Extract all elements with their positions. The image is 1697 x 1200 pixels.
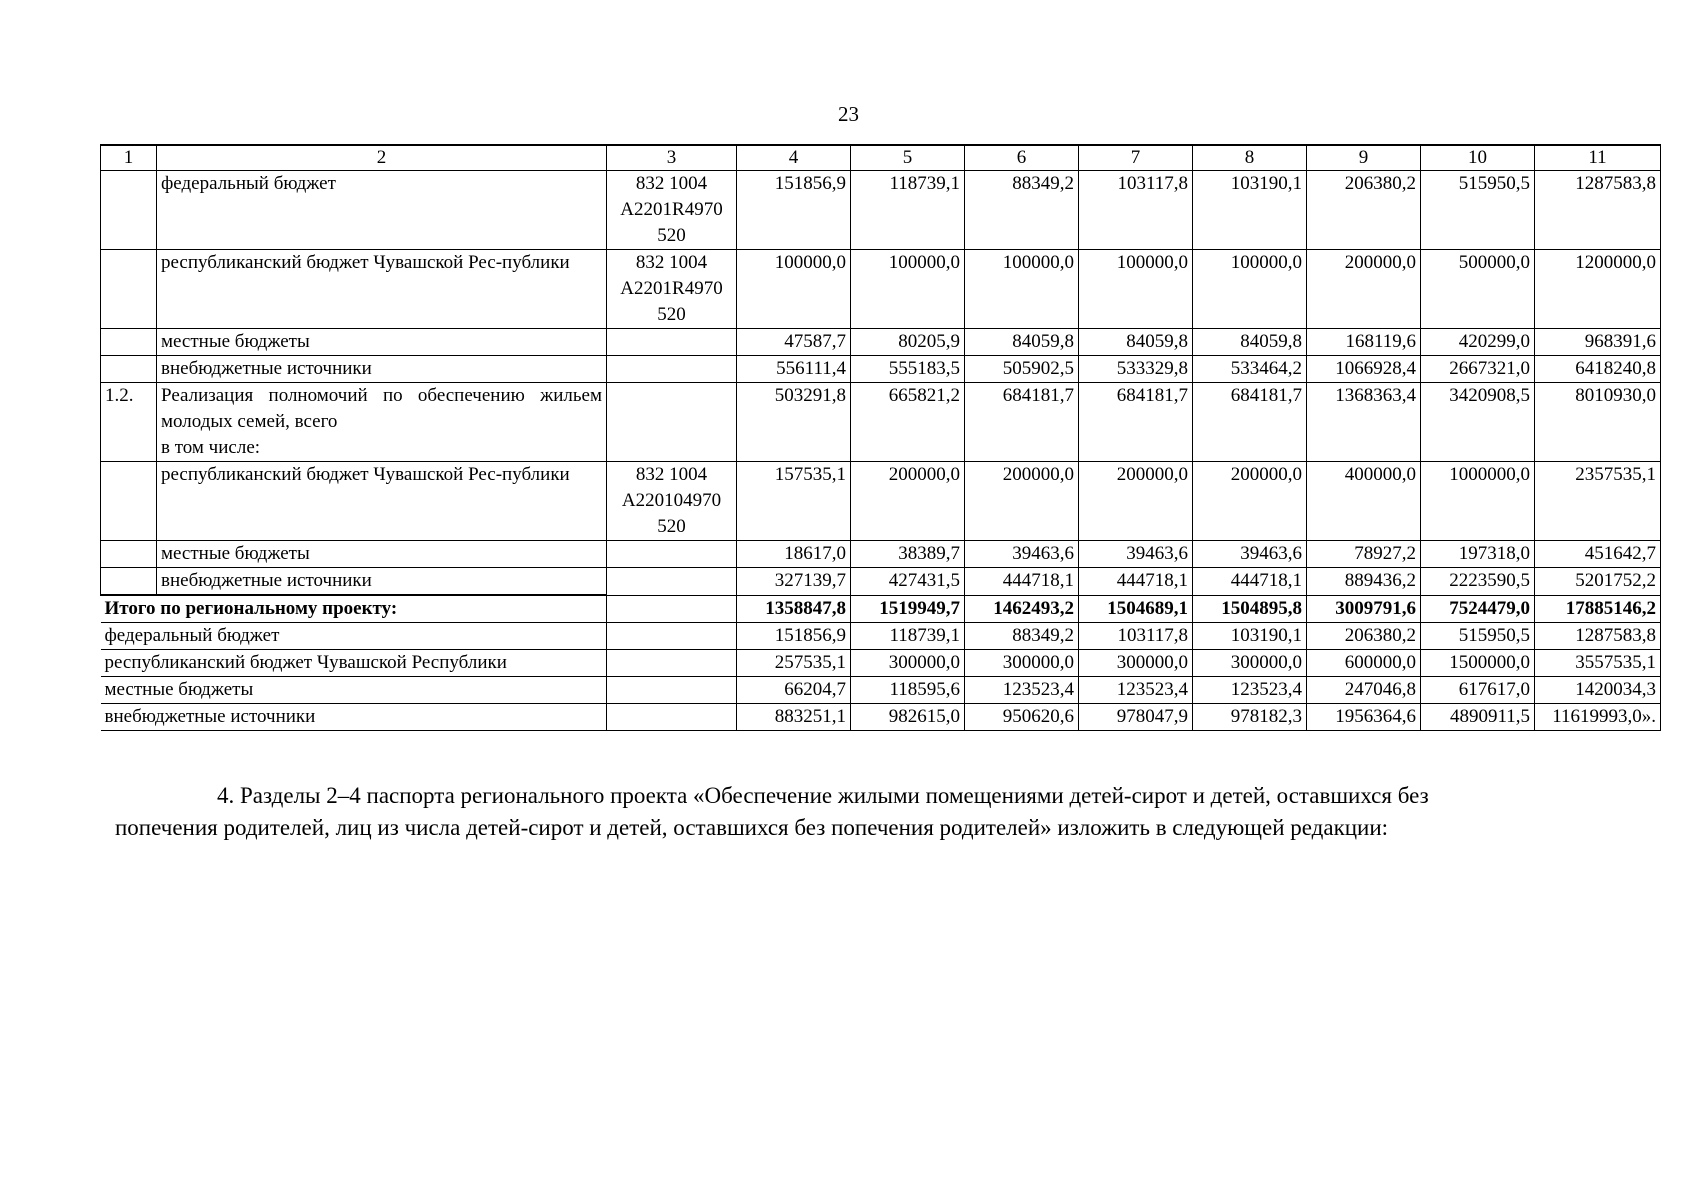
table-row bbox=[101, 568, 1661, 596]
value-cell: 103117,8 bbox=[1079, 623, 1193, 650]
value-cell: 100000,0 bbox=[737, 250, 851, 329]
budget-code-line: A2201R4970 bbox=[620, 199, 723, 220]
table-row bbox=[101, 541, 1661, 568]
value-cell: 118739,1 bbox=[851, 623, 965, 650]
row-index-cell bbox=[101, 329, 157, 356]
row-index-cell bbox=[101, 541, 157, 568]
row-name: республиканский бюджет Чувашской Рес-публики bbox=[161, 252, 570, 273]
row-name-cell bbox=[157, 171, 607, 250]
value-cell: 200000,0 bbox=[851, 462, 965, 541]
value-cell: 5201752,2 bbox=[1535, 568, 1661, 596]
value-cell: 39463,6 bbox=[1079, 541, 1193, 568]
value-cell: 78927,2 bbox=[1307, 541, 1421, 568]
value-cell: 1519949,7 bbox=[851, 595, 965, 623]
table-row bbox=[101, 329, 1661, 356]
value-cell: 617617,0 bbox=[1421, 677, 1535, 704]
value-cell: 500000,0 bbox=[1421, 250, 1535, 329]
value-cell: 684181,7 bbox=[1193, 383, 1307, 462]
total-label-cell: республиканский бюджет Чувашской Республики bbox=[101, 650, 607, 677]
value-cell: 982615,0 bbox=[851, 704, 965, 731]
budget-code-cell bbox=[607, 677, 737, 704]
value-cell: 8010930,0 bbox=[1535, 383, 1661, 462]
budget-code-cell bbox=[607, 462, 737, 541]
value-cell: 200000,0 bbox=[1307, 250, 1421, 329]
total-breakdown-row bbox=[101, 623, 1661, 650]
value-cell: 2357535,1 bbox=[1535, 462, 1661, 541]
budget-code-cell bbox=[607, 595, 737, 623]
row-name: внебюджетные источники bbox=[161, 358, 372, 379]
value-cell: 247046,8 bbox=[1307, 677, 1421, 704]
header-cell: 5 bbox=[851, 145, 965, 171]
header-cell: 1 bbox=[101, 145, 157, 171]
value-cell: 3420908,5 bbox=[1421, 383, 1535, 462]
value-cell: 100000,0 bbox=[1079, 250, 1193, 329]
value-cell: 100000,0 bbox=[1193, 250, 1307, 329]
value-cell: 39463,6 bbox=[965, 541, 1079, 568]
value-cell: 300000,0 bbox=[965, 650, 1079, 677]
value-cell: 300000,0 bbox=[1193, 650, 1307, 677]
value-cell: 100000,0 bbox=[851, 250, 965, 329]
value-cell: 950620,6 bbox=[965, 704, 1079, 731]
value-cell: 1000000,0 bbox=[1421, 462, 1535, 541]
value-cell: 206380,2 bbox=[1307, 623, 1421, 650]
value-cell: 1200000,0 bbox=[1535, 250, 1661, 329]
total-row bbox=[101, 595, 1661, 623]
value-cell: 200000,0 bbox=[965, 462, 1079, 541]
budget-code-cell bbox=[607, 541, 737, 568]
value-cell: 2667321,0 bbox=[1421, 356, 1535, 383]
value-cell: 968391,6 bbox=[1535, 329, 1661, 356]
value-cell: 1956364,6 bbox=[1307, 704, 1421, 731]
value-cell: 600000,0 bbox=[1307, 650, 1421, 677]
total-breakdown-row bbox=[101, 677, 1661, 704]
row-index-cell bbox=[101, 171, 157, 250]
value-cell: 1504895,8 bbox=[1193, 595, 1307, 623]
header-cell: 3 bbox=[607, 145, 737, 171]
row-name-cell bbox=[157, 356, 607, 383]
total-label-cell: внебюджетные источники bbox=[101, 704, 607, 731]
value-cell: 451642,7 bbox=[1535, 541, 1661, 568]
row-name-cell bbox=[157, 568, 607, 596]
value-cell: 555183,5 bbox=[851, 356, 965, 383]
total-label-cell: Итого по региональному проекту: bbox=[101, 595, 607, 623]
value-cell: 2223590,5 bbox=[1421, 568, 1535, 596]
table-row bbox=[101, 462, 1661, 541]
table-row bbox=[101, 356, 1661, 383]
value-cell: 889436,2 bbox=[1307, 568, 1421, 596]
value-cell: 533464,2 bbox=[1193, 356, 1307, 383]
budget-code-line: 832 1004 bbox=[635, 464, 708, 485]
header-cell: 10 bbox=[1421, 145, 1535, 171]
header-cell: 2 bbox=[157, 145, 607, 171]
value-cell: 6418240,8 bbox=[1535, 356, 1661, 383]
table-row bbox=[101, 250, 1661, 329]
budget-code-line: 520 bbox=[657, 304, 686, 325]
paragraph-line-2: попечения родителей, лиц из числа детей-сирот и детей, оставшихся без попечения родителей» изложить в следующей редакции: bbox=[115, 815, 1389, 840]
row-name: местные бюджеты bbox=[161, 331, 310, 352]
total-breakdown-row bbox=[101, 704, 1661, 731]
value-cell: 151856,9 bbox=[737, 171, 851, 250]
header-cell: 9 bbox=[1307, 145, 1421, 171]
budget-code-line: A2201R4970 bbox=[620, 278, 723, 299]
value-cell: 400000,0 bbox=[1307, 462, 1421, 541]
value-cell: 515950,5 bbox=[1421, 171, 1535, 250]
total-label-cell: местные бюджеты bbox=[101, 677, 607, 704]
value-cell: 444718,1 bbox=[965, 568, 1079, 596]
value-cell: 533329,8 bbox=[1079, 356, 1193, 383]
table-header-row bbox=[101, 145, 1661, 171]
table-row bbox=[101, 383, 1661, 462]
table-body bbox=[101, 145, 1661, 731]
value-cell: 118739,1 bbox=[851, 171, 965, 250]
row-name: федеральный бюджет bbox=[161, 173, 336, 194]
value-cell: 1368363,4 bbox=[1307, 383, 1421, 462]
value-cell: 200000,0 bbox=[1193, 462, 1307, 541]
value-cell: 200000,0 bbox=[1079, 462, 1193, 541]
row-name: Реализация полномочий по обеспечению жильем молодых семей, всего bbox=[161, 385, 602, 432]
value-cell: 123523,4 bbox=[1193, 677, 1307, 704]
value-cell: 103190,1 bbox=[1193, 171, 1307, 250]
value-cell: 151856,9 bbox=[737, 623, 851, 650]
budget-code-line: A220104970 bbox=[621, 490, 722, 511]
value-cell: 39463,6 bbox=[1193, 541, 1307, 568]
value-cell: 1420034,3 bbox=[1535, 677, 1661, 704]
value-cell: 103190,1 bbox=[1193, 623, 1307, 650]
budget-table bbox=[100, 144, 1661, 731]
budget-code-cell bbox=[607, 356, 737, 383]
value-cell: 84059,8 bbox=[1193, 329, 1307, 356]
body-paragraph bbox=[115, 780, 1595, 844]
value-cell: 300000,0 bbox=[851, 650, 965, 677]
value-cell: 444718,1 bbox=[1193, 568, 1307, 596]
total-label-cell: федеральный бюджет bbox=[101, 623, 607, 650]
row-name-cell bbox=[157, 250, 607, 329]
value-cell: 978182,3 bbox=[1193, 704, 1307, 731]
row-name: республиканский бюджет Чувашской Рес-публики bbox=[161, 464, 570, 485]
budget-code-cell bbox=[607, 383, 737, 462]
value-cell: 1358847,8 bbox=[737, 595, 851, 623]
value-cell: 257535,1 bbox=[737, 650, 851, 677]
value-cell: 665821,2 bbox=[851, 383, 965, 462]
value-cell: 118595,6 bbox=[851, 677, 965, 704]
row-index-cell bbox=[101, 462, 157, 541]
value-cell: 4890911,5 bbox=[1421, 704, 1535, 731]
row-index-cell: 1.2. bbox=[101, 383, 157, 462]
value-cell: 157535,1 bbox=[737, 462, 851, 541]
row-name-cell bbox=[157, 329, 607, 356]
value-cell: 206380,2 bbox=[1307, 171, 1421, 250]
header-cell: 8 bbox=[1193, 145, 1307, 171]
value-cell: 38389,7 bbox=[851, 541, 965, 568]
budget-code-cell bbox=[607, 568, 737, 596]
value-cell: 427431,5 bbox=[851, 568, 965, 596]
row-name: местные бюджеты bbox=[161, 543, 310, 564]
value-cell: 883251,1 bbox=[737, 704, 851, 731]
value-cell: 1287583,8 bbox=[1535, 171, 1661, 250]
paragraph-line-1: 4. Разделы 2–4 паспорта регионального проекта «Обеспечение жилыми помещениями детей-сирот и детей, оставшихся без bbox=[217, 783, 1429, 808]
row-index-cell bbox=[101, 356, 157, 383]
budget-code-line: 832 1004 bbox=[635, 173, 708, 194]
value-cell: 684181,7 bbox=[965, 383, 1079, 462]
value-cell: 503291,8 bbox=[737, 383, 851, 462]
value-cell: 505902,5 bbox=[965, 356, 1079, 383]
row-index-cell bbox=[101, 568, 157, 596]
value-cell: 84059,8 bbox=[965, 329, 1079, 356]
value-cell: 3009791,6 bbox=[1307, 595, 1421, 623]
budget-code-cell bbox=[607, 171, 737, 250]
value-cell: 444718,1 bbox=[1079, 568, 1193, 596]
value-cell: 11619993,0». bbox=[1535, 704, 1661, 731]
budget-code-cell bbox=[607, 623, 737, 650]
budget-code-line: 520 bbox=[657, 225, 686, 246]
value-cell: 84059,8 bbox=[1079, 329, 1193, 356]
value-cell: 7524479,0 bbox=[1421, 595, 1535, 623]
value-cell: 420299,0 bbox=[1421, 329, 1535, 356]
page-number: 23 bbox=[838, 102, 859, 126]
row-index-cell bbox=[101, 250, 157, 329]
budget-code-cell bbox=[607, 704, 737, 731]
value-cell: 123523,4 bbox=[1079, 677, 1193, 704]
value-cell: 978047,9 bbox=[1079, 704, 1193, 731]
total-breakdown-row bbox=[101, 650, 1661, 677]
budget-code-cell bbox=[607, 329, 737, 356]
budget-code-cell bbox=[607, 250, 737, 329]
row-name-cell bbox=[157, 383, 607, 462]
header-cell: 4 bbox=[737, 145, 851, 171]
value-cell: 3557535,1 bbox=[1535, 650, 1661, 677]
value-cell: 17885146,2 bbox=[1535, 595, 1661, 623]
value-cell: 123523,4 bbox=[965, 677, 1079, 704]
value-cell: 197318,0 bbox=[1421, 541, 1535, 568]
value-cell: 88349,2 bbox=[965, 171, 1079, 250]
value-cell: 47587,7 bbox=[737, 329, 851, 356]
value-cell: 168119,6 bbox=[1307, 329, 1421, 356]
value-cell: 80205,9 bbox=[851, 329, 965, 356]
value-cell: 1066928,4 bbox=[1307, 356, 1421, 383]
value-cell: 88349,2 bbox=[965, 623, 1079, 650]
value-cell: 66204,7 bbox=[737, 677, 851, 704]
value-cell: 684181,7 bbox=[1079, 383, 1193, 462]
value-cell: 556111,4 bbox=[737, 356, 851, 383]
budget-code-line: 832 1004 bbox=[635, 252, 708, 273]
value-cell: 1287583,8 bbox=[1535, 623, 1661, 650]
value-cell: 327139,7 bbox=[737, 568, 851, 596]
value-cell: 300000,0 bbox=[1079, 650, 1193, 677]
table-row bbox=[101, 171, 1661, 250]
row-subname: в том числе: bbox=[161, 437, 261, 458]
value-cell: 1500000,0 bbox=[1421, 650, 1535, 677]
value-cell: 103117,8 bbox=[1079, 171, 1193, 250]
value-cell: 515950,5 bbox=[1421, 623, 1535, 650]
value-cell: 1504689,1 bbox=[1079, 595, 1193, 623]
budget-code-cell bbox=[607, 650, 737, 677]
row-name: внебюджетные источники bbox=[161, 570, 372, 591]
header-cell: 6 bbox=[965, 145, 1079, 171]
header-cell: 7 bbox=[1079, 145, 1193, 171]
value-cell: 100000,0 bbox=[965, 250, 1079, 329]
budget-code-line: 520 bbox=[657, 516, 686, 537]
value-cell: 1462493,2 bbox=[965, 595, 1079, 623]
header-cell: 11 bbox=[1535, 145, 1661, 171]
value-cell: 18617,0 bbox=[737, 541, 851, 568]
row-name-cell bbox=[157, 462, 607, 541]
row-name-cell bbox=[157, 541, 607, 568]
